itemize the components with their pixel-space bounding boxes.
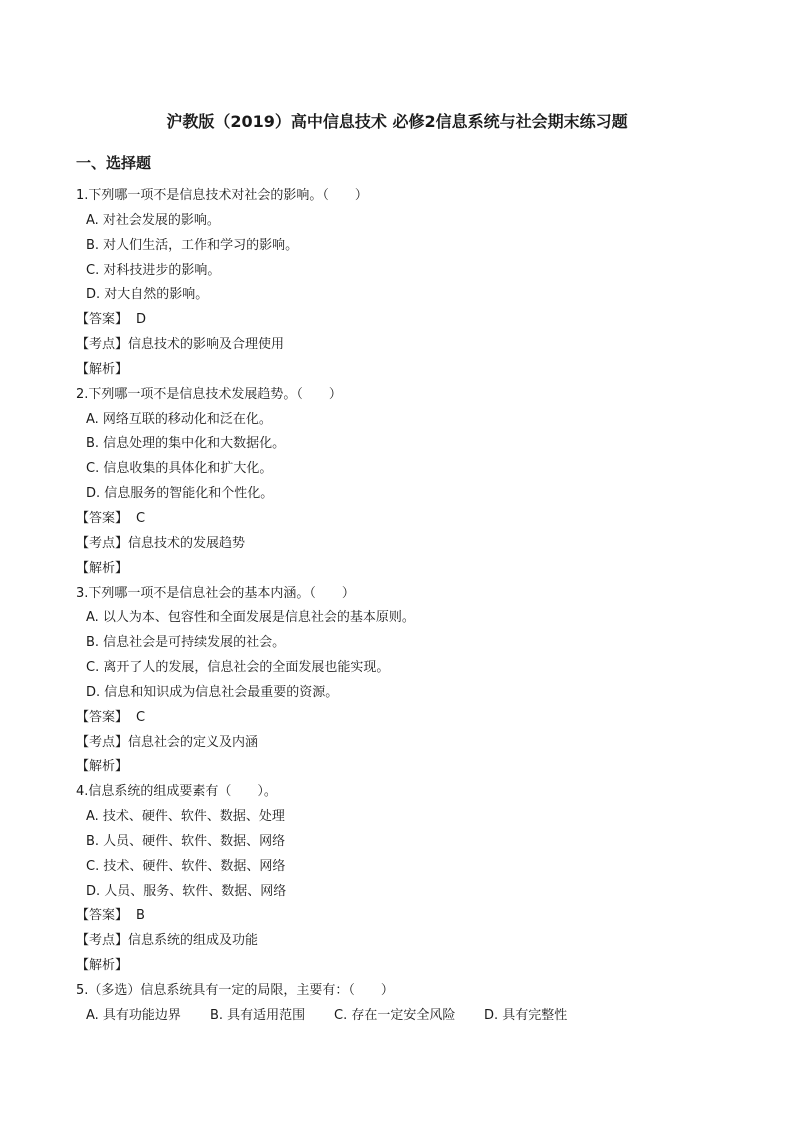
answer-line (76, 706, 736, 731)
answer-line (76, 507, 736, 532)
answer-label: 【答案】 (76, 908, 129, 924)
option-c: C. 存在一定安全风险 (334, 1007, 456, 1023)
analysis-line (76, 358, 736, 383)
answer-line (76, 308, 736, 333)
option-c: C. 信息收集的具体化和扩大化。 (86, 461, 273, 477)
option-d: D. 信息服务的智能化和个性化。 (86, 486, 274, 502)
question-stem: 2.下列哪一项不是信息技术发展趋势。（ ） (76, 386, 342, 402)
answer-value: B (136, 908, 145, 924)
option-a: A. 网络互联的移动化和泛在化。 (86, 411, 272, 427)
analysis-label: 【解析】 (76, 560, 129, 576)
answer-label: 【答案】 (76, 312, 129, 328)
point-line (76, 731, 736, 756)
point-value: 信息技术的发展趋势 (128, 535, 246, 551)
option-a: A. 对社会发展的影响。 (86, 212, 220, 228)
point-label: 【考点】 (76, 337, 129, 353)
answer-line (76, 904, 736, 929)
point-label: 【考点】 (76, 535, 129, 551)
point-line (76, 333, 736, 358)
point-value: 信息技术的影响及合理使用 (128, 337, 285, 353)
option-c: C. 技术、硬件、软件、数据、网络 (86, 858, 286, 874)
answer-value: C (136, 709, 146, 725)
option-d: D. 信息和知识成为信息社会最重要的资源。 (86, 684, 339, 700)
analysis-label: 【解析】 (76, 759, 129, 775)
option-c: C. 对科技进步的影响。 (86, 262, 221, 278)
point-line (76, 532, 736, 557)
question-stem: 5.（多选）信息系统具有一定的局限，主要有：（ ） (76, 983, 394, 998)
analysis-line (76, 557, 736, 582)
question-stem: 4.信息系统的组成要素有（ ）。 (76, 784, 277, 800)
option-b: B. 信息社会是可持续发展的社会。 (86, 635, 286, 651)
section-heading: 一、选择题 (76, 154, 152, 172)
document-title: 沪教版（2019）高中信息技术 必修2信息系统与社会期末练习题 (166, 112, 628, 131)
answer-label: 【答案】 (76, 709, 129, 725)
answer-value: D (136, 312, 147, 328)
option-a: A. 具有功能边界 (86, 1007, 181, 1023)
option-b: B. 人员、硬件、软件、数据、网络 (86, 833, 286, 849)
point-label: 【考点】 (76, 933, 129, 949)
option-d: D. 具有完整性 (484, 1007, 568, 1023)
option-b: B. 信息处理的集中化和大数据化。 (86, 436, 286, 452)
answer-label: 【答案】 (76, 510, 129, 526)
option-b: B. 对人们生活，工作和学习的影响。 (86, 237, 299, 253)
option-c: C. 离开了人的发展，信息社会的全面发展也能实现。 (86, 660, 390, 676)
analysis-label: 【解析】 (76, 958, 129, 974)
option-d: D. 对大自然的影响。 (86, 287, 209, 303)
question-list (76, 184, 736, 1029)
point-label: 【考点】 (76, 734, 129, 750)
question-stem: 3.下列哪一项不是信息社会的基本内涵。（ ） (76, 585, 355, 601)
analysis-line (76, 755, 736, 780)
option-b: B. 具有适用范围 (210, 1007, 306, 1023)
analysis-line (76, 954, 736, 979)
answer-value: C (136, 510, 146, 526)
analysis-label: 【解析】 (76, 361, 129, 377)
point-line (76, 929, 736, 954)
point-value: 信息系统的组成及功能 (128, 933, 259, 949)
question-stem: 1.下列哪一项不是信息技术对社会的影响。（ ） (76, 188, 368, 203)
option-row (76, 1004, 736, 1029)
option-a: A. 技术、硬件、软件、数据、处理 (86, 809, 285, 825)
option-d: D. 人员、服务、软件、数据、网络 (86, 883, 287, 899)
option-a: A. 以人为本、包容性和全面发展是信息社会的基本原则。 (86, 610, 415, 626)
point-value: 信息社会的定义及内涵 (128, 734, 259, 750)
